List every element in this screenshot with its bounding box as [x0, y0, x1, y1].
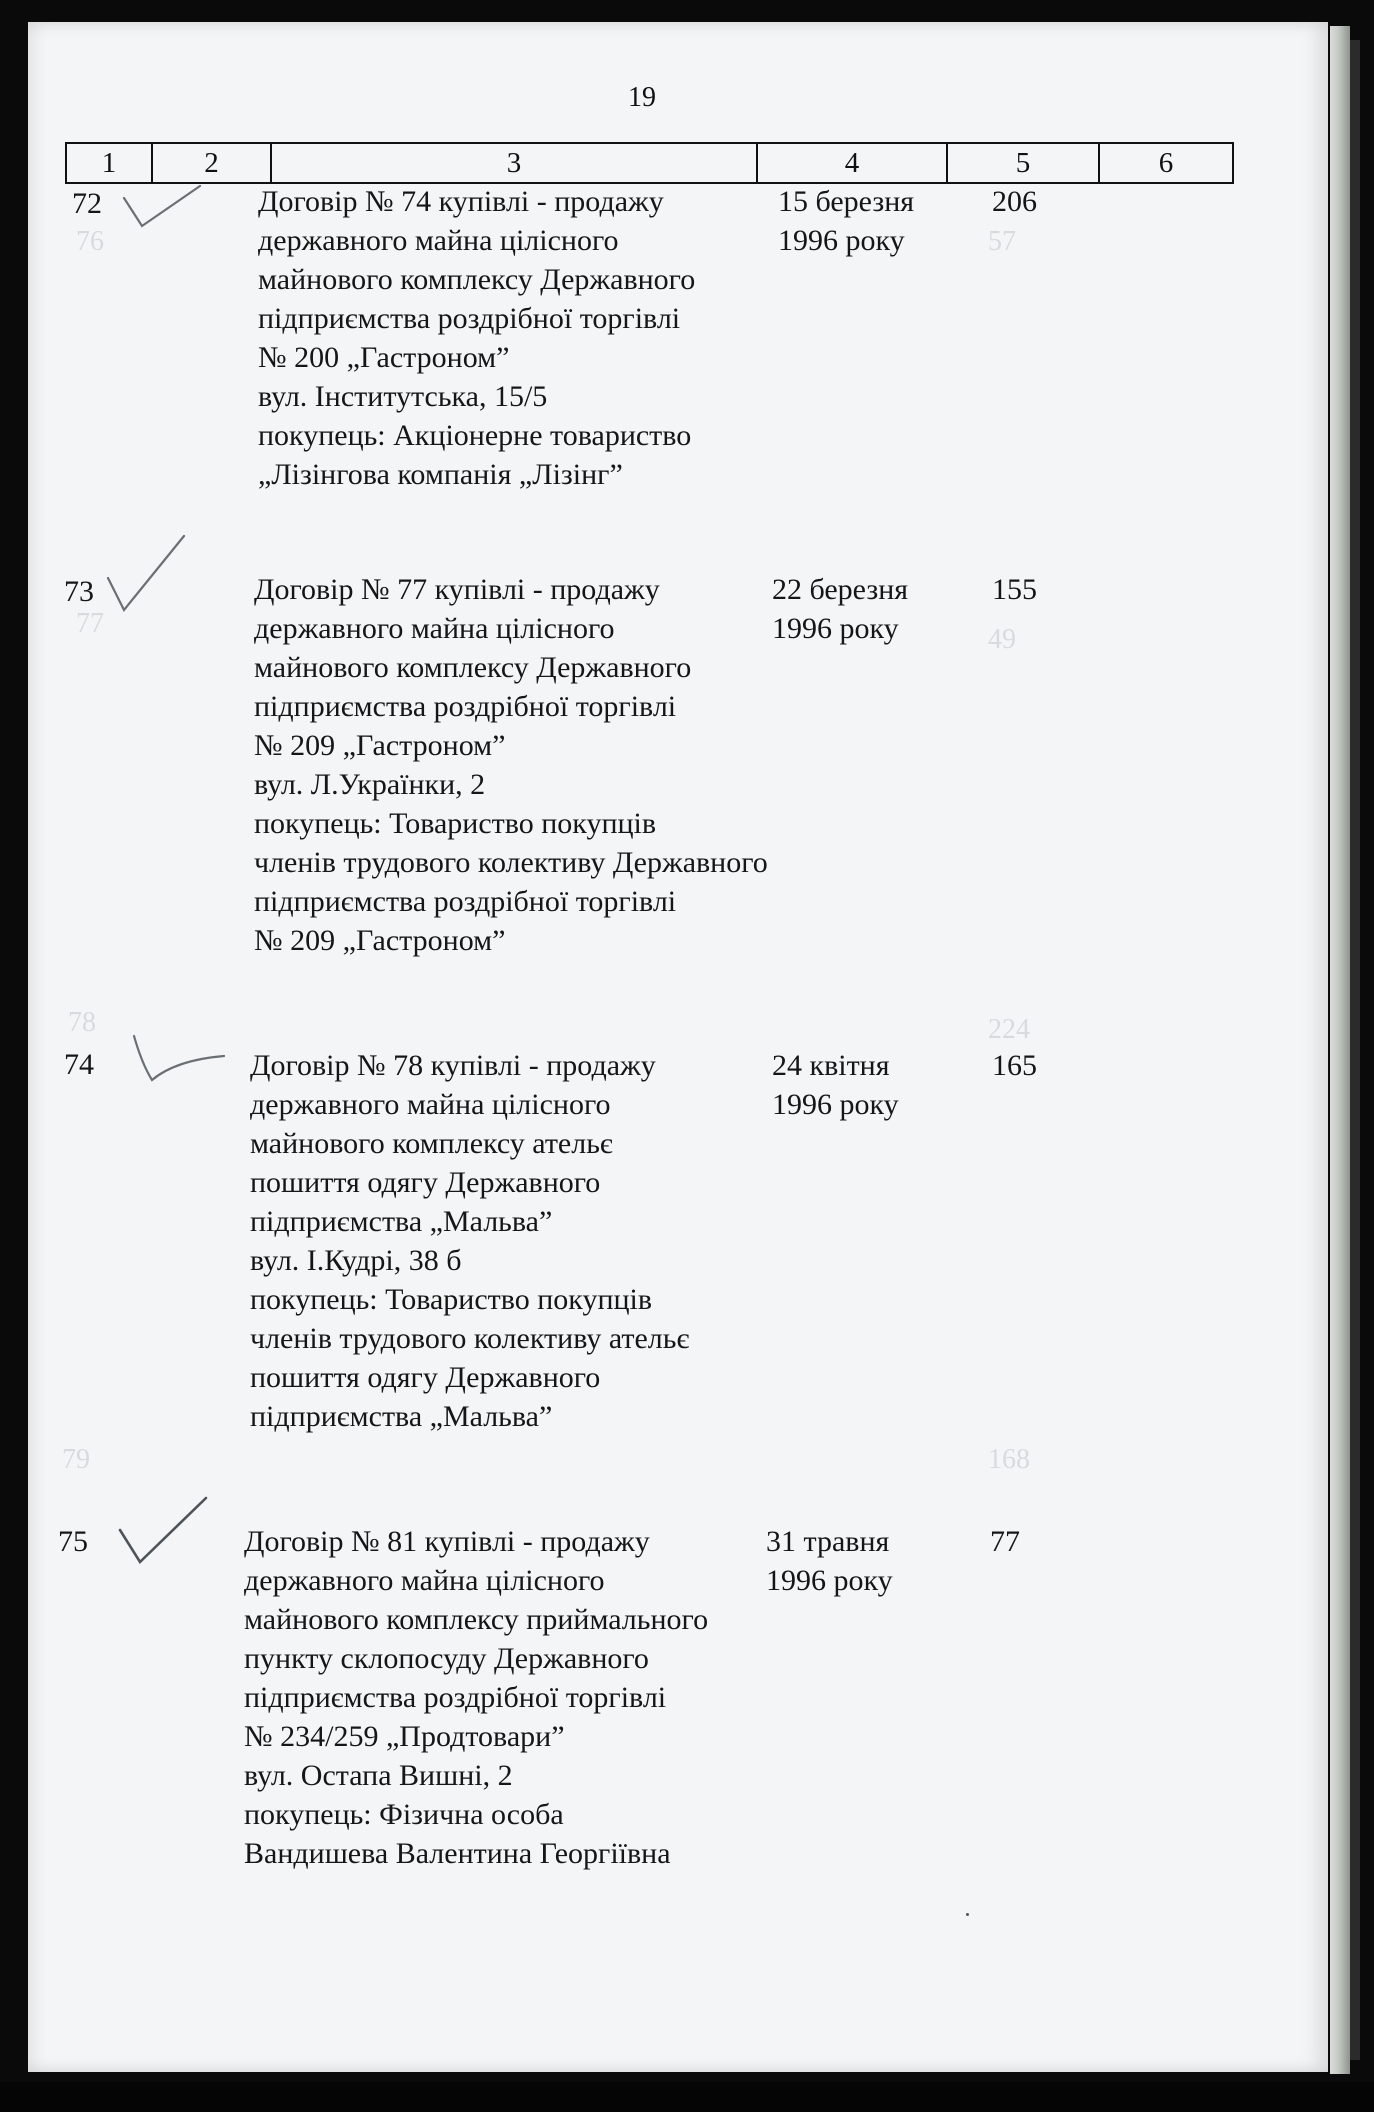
checkmark-icon	[118, 180, 208, 240]
bleed-through: 76	[76, 226, 104, 257]
checkmark-icon	[100, 530, 200, 620]
column-header-5: 5	[947, 143, 1099, 183]
entry-number: 72	[72, 187, 102, 220]
scan-border	[0, 2082, 1374, 2112]
entry-date: 31 травня 1996 року	[766, 1525, 893, 1597]
entry-description: Договір № 74 купівлі - продажу державного майна цілісного майнового комплексу Державного підприємства роздрібної торгівлі № 200 „Гастроном” вул. Інститутська, 15/5 покупець: Акціонерне товариство „Лізінгова компанія „Лізінг”	[258, 185, 696, 491]
column-header-3: 3	[271, 143, 757, 183]
checkmark-icon	[114, 1492, 214, 1572]
column-header-table	[65, 142, 1234, 184]
entry-amount: 155	[992, 573, 1037, 606]
page-number: 19	[628, 82, 656, 113]
page-edge	[1330, 26, 1350, 2074]
checkmark-icon	[128, 1030, 228, 1090]
entry-date: 24 квітня 1996 року	[772, 1049, 899, 1121]
bleed-through: 224	[988, 1014, 1030, 1045]
bleed-through: 78	[68, 1007, 96, 1038]
entry-description: Договір № 78 купівлі - продажу державного майна цілісного майнового комплексу ательє пошиття одягу Державного підприємства „Мальва” вул. І.Кудрі, 38 б покупець: Товариство покупців членів трудового колективу ательє пошиття одягу Державного підприємства „Мальва”	[250, 1049, 690, 1433]
entry-number: 73	[64, 575, 94, 608]
column-header-2: 2	[152, 143, 271, 183]
entry-number: 74	[64, 1048, 94, 1081]
entry-number: 75	[58, 1525, 88, 1558]
bleed-through: 57	[988, 226, 1016, 257]
bleed-through: 49	[988, 624, 1016, 655]
entry-date: 15 березня 1996 року	[778, 185, 915, 257]
entry-amount: 165	[992, 1049, 1037, 1082]
bleed-through: 168	[988, 1444, 1030, 1475]
binding-shadow	[1350, 40, 1360, 2060]
column-header-4: 4	[757, 143, 947, 183]
entry-description: Договір № 77 купівлі - продажу державного майна цілісного майнового комплексу Державного підприємства роздрібної торгівлі № 209 „Гастроном” вул. Л.Українки, 2 покупець: Товариство покупців членів трудового колективу Державного підприємства роздрібної торгівлі № 209 „Гастроном”	[254, 573, 768, 957]
ink-speck	[966, 1913, 969, 1916]
column-header-6: 6	[1099, 143, 1233, 183]
entry-date: 22 березня 1996 року	[772, 573, 909, 645]
column-header-1: 1	[66, 143, 152, 183]
entry-amount: 77	[990, 1525, 1020, 1558]
entry-amount: 206	[992, 185, 1037, 218]
entry-description: Договір № 81 купівлі - продажу державного майна цілісного майнового комплексу приймального пункту склопосуду Державного підприємства роздрібної торгівлі № 234/259 „Продтовари” вул. Остапа Вишні, 2 покупець: Фізична особа Вандишева Валентина Георгіївна	[244, 1525, 709, 1870]
bleed-through: 79	[62, 1444, 90, 1475]
bleed-through: 77	[76, 608, 104, 639]
